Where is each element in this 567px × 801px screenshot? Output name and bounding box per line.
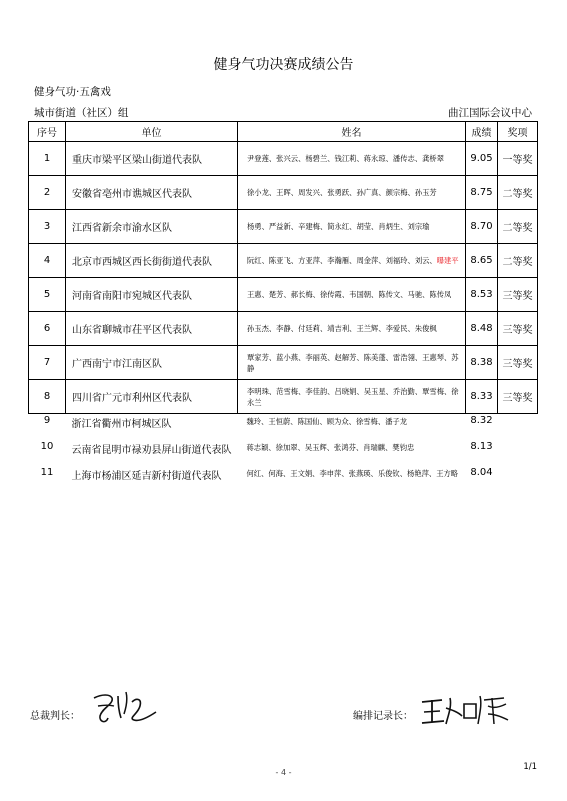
table-header-row [29, 122, 538, 142]
page-number: - 4 - [275, 768, 292, 777]
names-text-highlighted: 曝建平 [436, 256, 459, 265]
names-cell: 李明珠、范雪梅、李佳韵、吕晓娟、吴玉星、乔治勤、覃雪梅、徐永兰 [238, 380, 466, 414]
award-cell: 二等奖 [498, 210, 538, 244]
award-cell: 三等奖 [498, 346, 538, 380]
table-row [29, 210, 538, 244]
rank-cell: 5 [29, 278, 66, 312]
table-row [29, 244, 538, 278]
venue-name: 曲江国际会议中心 [448, 107, 532, 119]
table-row [29, 312, 538, 346]
names-cell [238, 244, 466, 278]
names-cell: 孙玉杰、李静、付廷莉、靖吉利、王兰辉、李爱民、朱俊枫 [238, 312, 466, 346]
event-name: 健身气功·五禽戏 [34, 86, 111, 98]
names-cell: 王惠、楚芳、郝长梅、徐传霞、韦国朝、陈传文、马驰、陈传凤 [238, 278, 466, 312]
unit-cell: 安徽省亳州市谯城区代表队 [66, 176, 238, 210]
score-cell: 8.04 [470, 467, 493, 478]
unit-cell: 云南省昆明市禄劝县屏山街道代表队 [71, 445, 232, 456]
unit-cell: 浙江省衢州市柯城区队 [71, 419, 172, 430]
names-cell: 杨勇、严益新、辛建梅、简永红、胡莹、肖炳生、刘宗瑜 [238, 210, 466, 244]
page-fraction: 1/1 [523, 762, 537, 772]
score-cell: 8.13 [470, 441, 493, 452]
rank-cell: 3 [29, 210, 66, 244]
award-cell [498, 414, 538, 441]
rank-cell: 11 [40, 467, 54, 478]
header-names: 姓名 [238, 122, 466, 142]
rank-cell: 1 [29, 142, 66, 176]
names-cell: 何红、何海、王文娟、李申萍、张燕瑛、乐俊钦、杨艳萍、王方略 [246, 469, 459, 478]
rank-cell: 8 [29, 380, 66, 414]
recorder-label: 编排记录长： [353, 711, 413, 722]
rank-cell: 10 [40, 441, 54, 452]
table-row [29, 414, 538, 441]
names-cell: 覃家芳、蓝小燕、李丽英、赵解芳、陈美蓬、雷浩翎、王惠琴、苏静 [238, 346, 466, 380]
names-text: 阮红、陈亚飞、方亚萍、李瀚雁、周金萍、刘福玲、刘云、 [247, 256, 437, 265]
table-row [29, 380, 538, 414]
group-name: 城市街道（社区）组 [34, 107, 129, 119]
names-cell: 徐小龙、王晖、周发兴、张勇跃、孙广真、颜宗梅、孙玉芳 [238, 176, 466, 210]
award-cell: 二等奖 [498, 176, 538, 210]
award-cell: 三等奖 [498, 312, 538, 346]
score-cell: 8.38 [466, 346, 498, 380]
score-cell: 9.05 [466, 142, 498, 176]
unit-cell: 上海市杨浦区延吉新村街道代表队 [71, 471, 222, 482]
unit-cell: 河南省南阳市宛城区代表队 [66, 278, 238, 312]
recorder-signature [418, 690, 513, 734]
score-cell: 8.32 [470, 415, 493, 426]
header-unit: 单位 [66, 122, 238, 142]
names-cell: 蒋志颖、徐加翠、吴玉辉、张鸿芬、肖瑞麒、樊钧忠 [246, 443, 415, 452]
table-row [29, 466, 538, 492]
rank-cell: 6 [29, 312, 66, 346]
rank-cell: 7 [29, 346, 66, 380]
table-row [29, 440, 538, 466]
score-cell: 8.53 [466, 278, 498, 312]
unit-cell: 广西南宁市江南区队 [66, 346, 238, 380]
names-cell: 魏玲、王恒蔚、陈国仙、顾为众、徐雪梅、潘子龙 [246, 417, 408, 426]
score-cell: 8.75 [466, 176, 498, 210]
unit-cell: 山东省聊城市茌平区代表队 [66, 312, 238, 346]
score-cell: 8.33 [466, 380, 498, 414]
unit-cell: 北京市西城区西长街街道代表队 [66, 244, 238, 278]
award-cell: 三等奖 [498, 278, 538, 312]
page-title: 健身气功决赛成绩公告 [213, 57, 354, 73]
table-row [29, 278, 538, 312]
award-cell: 二等奖 [498, 244, 538, 278]
unit-cell: 重庆市梁平区梁山街道代表队 [66, 142, 238, 176]
table-row [29, 176, 538, 210]
results-table [28, 121, 538, 492]
score-cell: 8.70 [466, 210, 498, 244]
chief-judge-signature [88, 686, 160, 734]
table-row [29, 142, 538, 176]
award-cell: 一等奖 [498, 142, 538, 176]
header-award: 奖项 [498, 122, 538, 142]
header-rank: 序号 [29, 122, 66, 142]
names-cell: 尹登莲、张兴云、杨碧兰、钱江莉、蒋永琼、潘传志、龚桥翠 [238, 142, 466, 176]
unit-cell: 江西省新余市渝水区队 [66, 210, 238, 244]
table-row [29, 346, 538, 380]
unit-cell: 四川省广元市利州区代表队 [66, 380, 238, 414]
award-cell: 三等奖 [498, 380, 538, 414]
rank-cell: 4 [29, 244, 66, 278]
award-cell [498, 440, 538, 466]
award-cell [498, 466, 538, 492]
header-score: 成绩 [466, 122, 498, 142]
chief-judge-label: 总裁判长： [30, 711, 80, 722]
score-cell: 8.65 [466, 244, 498, 278]
rank-cell: 9 [43, 415, 51, 426]
score-cell: 8.48 [466, 312, 498, 346]
rank-cell: 2 [29, 176, 66, 210]
